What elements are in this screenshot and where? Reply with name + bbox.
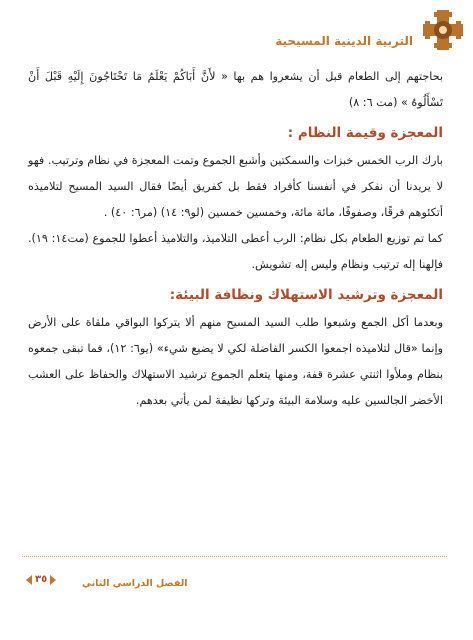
page-content: [28, 64, 443, 414]
header-title: التربية الدينية المسيحية: [275, 34, 413, 48]
heading-environment: المعجزة وترشيد الاستهلاك ونظافة البيئة:: [169, 287, 443, 303]
paragraph-environment: وبعدما أكل الجمع وشبعوا طلب السيد المسيح منهم ألا يتركوا البواقي ملقاة على الأرض وإنما «قال لتلاميذه اجمعوا الكسر الفاضلة لكي لا يضيع شيء» (يو٦: ١٢)، فما تبقى جمعوه بنظام وملأوا اثنتي عشرة قفة، ومنها يتعلم الجموع ترشيد الاستهلاك والحفاظ على العشب الأخضر الجالسين عليه وسلامة البيئة وتركها نظيفة لمن يأتي بعدهم.: [28, 316, 444, 407]
heading-order: المعجزة وقيمة النظام :: [287, 125, 443, 141]
page-number-badge: [26, 574, 56, 585]
coptic-cross-icon: [421, 8, 465, 52]
paragraph-order: بارك الرب الخمس خبزات والسمكتين وأشبع الجموع وتمت المعجزة في نظام وترتيب. فهو لا يريدنا أن نفكر في أنفسنا كأفراد فقط بل كفريق أيضًا فقال السيد المسيح لتلاميذه أتكئوهم فرقًا، وصفوفًا، مائة مائة، وخمسين خمسين (لو٩: ١٤) (مر٦: ٤٠) .: [28, 154, 443, 219]
paragraph-intro: بحاجتهم إلى الطعام قبل أن يشعروا هم بها « لأَنَّ أَبَاكُمْ يَعْلَمُ مَا تَحْتَاجُونَ إِلَيْهِ قَبْلَ أَنْ تَسْأَلُوهُ » (مت ٦: ٨): [28, 70, 443, 109]
page-number: ٣٥: [35, 574, 48, 585]
footer-term: الفصل الدراسي الثاني: [82, 578, 188, 589]
arrow-right-icon: [50, 575, 56, 585]
arrow-left-icon: [26, 575, 32, 585]
footer-divider: [22, 556, 447, 557]
paragraph-distribution: كما تم توزيع الطعام بكل نظام: الرب أعطى التلاميذ، والتلاميذ أعطوا للجموع (مت١٤: ١٩). فإلهنا إله ترتيب ونظام وليس إله تشويش.: [28, 232, 443, 271]
